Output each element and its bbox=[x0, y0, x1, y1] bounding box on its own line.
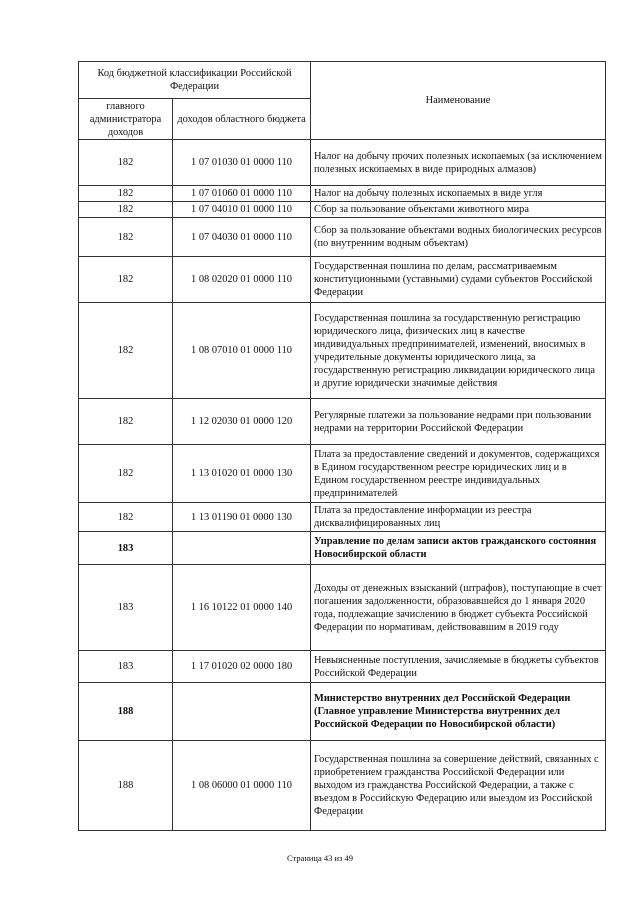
table-row bbox=[79, 218, 606, 257]
table-row bbox=[79, 503, 606, 532]
description-cell: Налог на добычу прочих полезных ископаемых (за исключением полезных ископаемых в виде природных алмазов) bbox=[311, 140, 606, 186]
table-row bbox=[79, 651, 606, 683]
admin-code-cell: 183 bbox=[79, 532, 173, 565]
description-cell: Сбор за пользование объектами животного мира bbox=[311, 202, 606, 218]
budget-code-cell: 1 08 06000 01 0000 110 bbox=[173, 741, 311, 831]
admin-code-cell: 183 bbox=[79, 651, 173, 683]
table-body bbox=[79, 140, 606, 831]
description-cell: Плата за предоставление информации из реестра дисквалифицированных лиц bbox=[311, 503, 606, 532]
budget-code-cell: 1 16 10122 01 0000 140 bbox=[173, 565, 311, 651]
budget-code-cell bbox=[173, 683, 311, 741]
budget-code-cell: 1 13 01020 01 0000 130 bbox=[173, 445, 311, 503]
admin-code-cell: 182 bbox=[79, 257, 173, 303]
description-cell: Сбор за пользование объектами водных биологических ресурсов (по внутренним водным объектам) bbox=[311, 218, 606, 257]
admin-code-cell: 188 bbox=[79, 683, 173, 741]
budget-code-cell: 1 12 02030 01 0000 120 bbox=[173, 399, 311, 445]
page-number: Страница 43 из 49 bbox=[286, 853, 354, 863]
description-cell: Плата за предоставление сведений и документов, содержащихся в Едином государственном реестре юридических лиц и в Едином государственном реестре индивидуальных предпринимателей bbox=[311, 445, 606, 503]
description-cell: Регулярные платежи за пользование недрами при пользовании недрами на территории Российской Федерации bbox=[311, 399, 606, 445]
table-row bbox=[79, 445, 606, 503]
table-row bbox=[79, 741, 606, 831]
admin-code-cell: 182 bbox=[79, 140, 173, 186]
header-name: Наименование bbox=[311, 62, 606, 140]
description-cell: Невыясненные поступления, зачисляемые в бюджеты субъектов Российской Федерации bbox=[311, 651, 606, 683]
budget-code-cell: 1 07 01060 01 0000 110 bbox=[173, 186, 311, 202]
budget-code-cell: 1 17 01020 02 0000 180 bbox=[173, 651, 311, 683]
revenue-classification-sheet bbox=[78, 61, 605, 831]
description-cell: Управление по делам записи актов гражданского состояния Новосибирской области bbox=[311, 532, 606, 565]
budget-code-cell: 1 07 04030 01 0000 110 bbox=[173, 218, 311, 257]
header-code-column: доходов областного бюджета bbox=[173, 99, 311, 140]
admin-code-cell: 188 bbox=[79, 741, 173, 831]
table-row bbox=[79, 683, 606, 741]
admin-code-cell: 183 bbox=[79, 565, 173, 651]
description-cell: Министерство внутренних дел Российской Федерации (Главное управление Министерства внутренних дел Российской Федерации по Новосибирской области) bbox=[311, 683, 606, 741]
admin-code-cell: 182 bbox=[79, 186, 173, 202]
table-row bbox=[79, 565, 606, 651]
table-row bbox=[79, 399, 606, 445]
budget-code-cell: 1 08 07010 01 0000 110 bbox=[173, 303, 311, 399]
table-row bbox=[79, 532, 606, 565]
header-budget-code-group: Код бюджетной классификации Российской Федерации bbox=[79, 62, 311, 99]
table-row bbox=[79, 202, 606, 218]
description-cell: Налог на добычу полезных ископаемых в виде угля bbox=[311, 186, 606, 202]
description-cell: Государственная пошлина за государственную регистрацию юридического лица, физических лиц в качестве индивидуальных предпринимателей, изменений, вносимых в учредительные документы юридического лица, за государственную регистрацию ликвидации юридического лица и другие юридически значимые действия bbox=[311, 303, 606, 399]
header-admin-column: главного администратора доходов bbox=[79, 99, 173, 140]
budget-code-cell: 1 07 01030 01 0000 110 bbox=[173, 140, 311, 186]
admin-code-cell: 182 bbox=[79, 202, 173, 218]
admin-code-cell: 182 bbox=[79, 399, 173, 445]
budget-code-cell: 1 08 02020 01 0000 110 bbox=[173, 257, 311, 303]
budget-code-cell: 1 13 01190 01 0000 130 bbox=[173, 503, 311, 532]
description-cell: Государственная пошлина за совершение действий, связанных с приобретением гражданства Российской Федерации или выходом из гражданства Российской Федерации, а также с въездом в Российскую Федерацию или выездом из Российской Федерации bbox=[311, 741, 606, 831]
admin-code-cell: 182 bbox=[79, 503, 173, 532]
table-row bbox=[79, 140, 606, 186]
table-row bbox=[79, 303, 606, 399]
budget-code-cell: 1 07 04010 01 0000 110 bbox=[173, 202, 311, 218]
budget-classification-table bbox=[78, 61, 606, 831]
admin-code-cell: 182 bbox=[79, 303, 173, 399]
description-cell: Государственная пошлина по делам, рассматриваемым конституционными (уставными) судами субъектов Российской Федерации bbox=[311, 257, 606, 303]
table-row bbox=[79, 257, 606, 303]
admin-code-cell: 182 bbox=[79, 218, 173, 257]
budget-code-cell bbox=[173, 532, 311, 565]
description-cell: Доходы от денежных взысканий (штрафов), поступающие в счет погашения задолженности, образовавшейся до 1 января 2020 года, подлежащие зачислению в бюджет субъекта Российской Федерации по нормативам, действовавшим в 2019 году bbox=[311, 565, 606, 651]
admin-code-cell: 182 bbox=[79, 445, 173, 503]
table-row bbox=[79, 186, 606, 202]
